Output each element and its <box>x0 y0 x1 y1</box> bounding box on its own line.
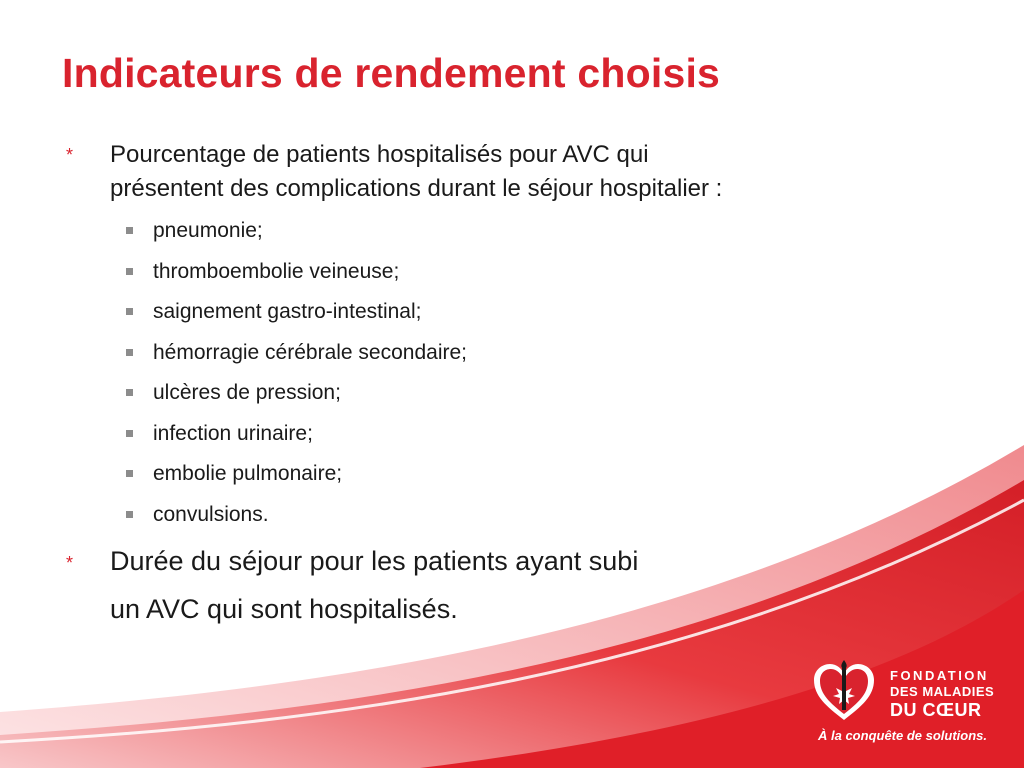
logo-text-line: FONDATION <box>890 668 989 683</box>
asterisk-bullet-icon: * <box>66 553 74 573</box>
bullet-length-of-stay <box>66 537 946 633</box>
list-item-text: embolie pulmonaire; <box>153 462 343 485</box>
list-item <box>66 252 946 293</box>
slide-content <box>66 138 946 633</box>
list-item-text: infection urinaire; <box>153 421 313 445</box>
list-item <box>66 414 946 455</box>
list-item <box>66 495 946 536</box>
square-bullet-icon <box>126 268 133 275</box>
list-item-text: convulsions. <box>153 502 269 526</box>
list-item-text: saignement gastro-intestinal; <box>153 300 422 323</box>
logo-tagline: À la conquête de solutions. <box>818 728 988 743</box>
bullet-text-line: présentent des complications durant le séjour hospitalier : <box>110 175 723 202</box>
list-item-text: hémorragie cérébrale secondaire; <box>153 340 468 364</box>
slide-title: Indicateurs de rendement choisis <box>62 50 721 96</box>
list-item <box>66 333 946 374</box>
list-item-text: ulcères de pression; <box>153 381 341 404</box>
square-bullet-icon <box>126 308 133 315</box>
foundation-logo <box>812 660 1012 760</box>
complications-list <box>66 211 946 535</box>
square-bullet-icon <box>126 227 133 234</box>
logo-text-line: DU CŒUR <box>890 700 982 720</box>
asterisk-bullet-icon: * <box>66 145 74 165</box>
square-bullet-icon <box>126 430 133 437</box>
square-bullet-icon <box>126 511 133 518</box>
square-bullet-icon <box>126 470 133 477</box>
square-bullet-icon <box>126 349 133 356</box>
heart-torch-icon <box>812 660 876 724</box>
bullet-text-line: un AVC qui sont hospitalisés. <box>110 594 458 624</box>
logo-text-line: DES MALADIES <box>890 684 995 699</box>
bullet-text-line: Durée du séjour pour les patients ayant subi <box>110 546 639 576</box>
list-item <box>66 292 946 333</box>
bullet-complications <box>66 138 946 206</box>
list-item <box>66 211 946 252</box>
square-bullet-icon <box>126 389 133 396</box>
list-item-text: thromboembolie veineuse; <box>153 259 400 283</box>
list-item-text: pneumonie; <box>153 219 263 242</box>
logo-wordmark <box>890 668 994 720</box>
list-item <box>66 373 946 414</box>
bullet-text-line: Pourcentage de patients hospitalisés pour AVC qui <box>110 141 649 168</box>
list-item <box>66 454 946 495</box>
